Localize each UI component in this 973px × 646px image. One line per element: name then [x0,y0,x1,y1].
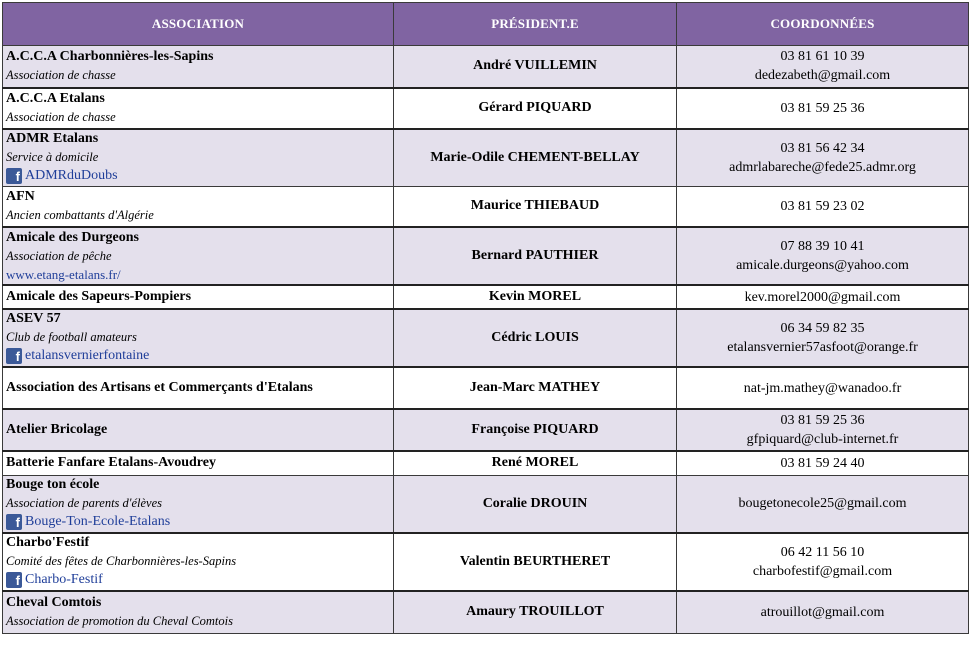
header-association: ASSOCIATION [3,3,394,46]
president-name: Amaury TROUILLOT [394,591,677,633]
president-name: Cédric LOUIS [394,309,677,367]
association-cell [3,475,394,533]
facebook-icon: f [6,168,22,184]
contact-cell [677,227,969,285]
association-description: Club de football amateurs [6,330,137,344]
contact-cell [677,533,969,591]
president-name: Marie-Odile CHEMENT-BELLAY [394,129,677,187]
contact-cell [677,591,969,633]
table-row [3,533,969,591]
association-name: A.C.C.A Etalans [6,91,105,106]
facebook-page-name[interactable]: Charbo-Festif [25,572,103,587]
table-row [3,285,969,309]
contact-cell [677,451,969,475]
association-name: Association des Artisans et Commerçants d'Etalans [6,380,313,395]
table-body [3,46,969,634]
website-link[interactable]: www.etang-etalans.fr/ [6,266,121,282]
table-row [3,186,969,227]
associations-table [2,2,969,634]
table-row [3,451,969,475]
president-name: Valentin BEURTHERET [394,533,677,591]
president-name: Maurice THIEBAUD [394,186,677,227]
phone-number: 06 42 11 56 10 [780,545,865,560]
table-row [3,227,969,285]
contact-cell [677,309,969,367]
email-address[interactable]: nat-jm.mathey@wanadoo.fr [743,380,902,396]
table-row [3,367,969,409]
facebook-link[interactable] [6,570,390,590]
association-cell [3,367,394,409]
table-row [3,591,969,633]
association-cell [3,46,394,88]
email-address[interactable]: admrlabareche@fede25.admr.org [729,159,916,175]
contact-cell [677,88,969,129]
association-description: Service à domicile [6,149,99,164]
association-name: Batterie Fanfare Etalans-Avoudrey [6,455,216,471]
association-cell [3,309,394,367]
president-name: Kevin MOREL [394,285,677,309]
contact-cell [677,367,969,409]
association-description: Association de chasse [6,110,116,124]
association-name: Bouge ton école [6,476,100,492]
association-cell [3,285,394,309]
facebook-page-name[interactable]: etalansvernierfontaine [25,348,150,363]
email-address[interactable]: kev.morel2000@gmail.com [744,289,901,305]
association-name: A.C.C.A Charbonnières-les-Sapins [6,49,214,65]
president-name: Jean-Marc MATHEY [394,367,677,409]
phone-number: 03 81 56 42 34 [780,140,865,156]
contact-cell [677,186,969,227]
association-description: Association de promotion du Cheval Comtois [6,614,233,629]
association-description: Ancien combattants d'Algérie [6,208,154,223]
facebook-icon: f [6,514,22,530]
header-row [3,3,969,46]
association-description: Association de chasse [6,68,116,83]
facebook-page-name[interactable]: ADMRduDoubs [25,167,118,183]
association-cell [3,533,394,591]
phone-number: 06 34 59 82 35 [780,321,865,336]
phone-number: 07 88 39 10 41 [780,239,865,254]
president-name: Françoise PIQUARD [394,409,677,451]
association-description: Association de pêche [6,248,112,263]
association-name: AFN [6,189,35,205]
facebook-icon: f [6,348,22,364]
president-name: André VUILLEMIN [394,46,677,88]
association-cell [3,186,394,227]
association-name: Cheval Comtois [6,595,102,611]
email-address[interactable]: etalansvernier57asfoot@orange.fr [727,340,918,355]
president-name: Bernard PAUTHIER [394,227,677,285]
association-cell [3,227,394,285]
table-row [3,309,969,367]
association-cell [3,409,394,451]
phone-number: 03 81 59 25 36 [780,413,865,428]
association-description: Association de parents d'élèves [6,495,162,510]
email-address[interactable]: atrouillot@gmail.com [760,604,885,620]
email-address[interactable]: charbofestif@gmail.com [752,564,893,579]
email-address[interactable]: gfpiquard@club-internet.fr [746,432,899,447]
table-row [3,46,969,88]
phone-number: 03 81 59 23 02 [780,198,865,214]
association-cell [3,129,394,187]
president-name: Gérard PIQUARD [394,88,677,129]
header-coordinates: COORDONNÉES [677,3,969,46]
table-row [3,475,969,533]
association-name: Atelier Bricolage [6,422,108,437]
association-name: Charbo'Festif [6,535,90,550]
header-president: PRÉSIDENT.E [394,3,677,46]
association-name: ASEV 57 [6,311,61,326]
email-address[interactable]: bougetonecole25@gmail.com [738,496,907,512]
association-name: Amicale des Durgeons [6,229,139,245]
association-cell [3,591,394,633]
facebook-link[interactable] [6,346,390,366]
contact-cell [677,129,969,187]
facebook-icon: f [6,572,22,588]
table-row [3,88,969,129]
president-name: Coralie DROUIN [394,475,677,533]
contact-cell [677,285,969,309]
association-cell [3,451,394,475]
email-address[interactable]: dedezabeth@gmail.com [754,68,891,84]
table-row [3,129,969,187]
phone-number: 03 81 59 24 40 [780,455,865,471]
association-description: Comité des fêtes de Charbonnières-les-Sapins [6,554,237,568]
president-name: René MOREL [394,451,677,475]
contact-cell [677,475,969,533]
association-cell [3,88,394,129]
phone-number: 03 81 61 10 39 [780,49,865,65]
contact-cell [677,409,969,451]
association-name: Amicale des Sapeurs-Pompiers [6,289,192,304]
associations-table-wrapper [2,2,969,634]
facebook-page-name[interactable]: Bouge-Ton-Ecole-Etalans [25,513,171,529]
contact-cell [677,46,969,88]
association-name: ADMR Etalans [6,130,99,146]
table-row [3,409,969,451]
email-address[interactable]: amicale.durgeons@yahoo.com [736,258,909,273]
facebook-link[interactable] [6,166,390,186]
facebook-link[interactable] [6,512,390,532]
phone-number: 03 81 59 25 36 [780,100,865,116]
